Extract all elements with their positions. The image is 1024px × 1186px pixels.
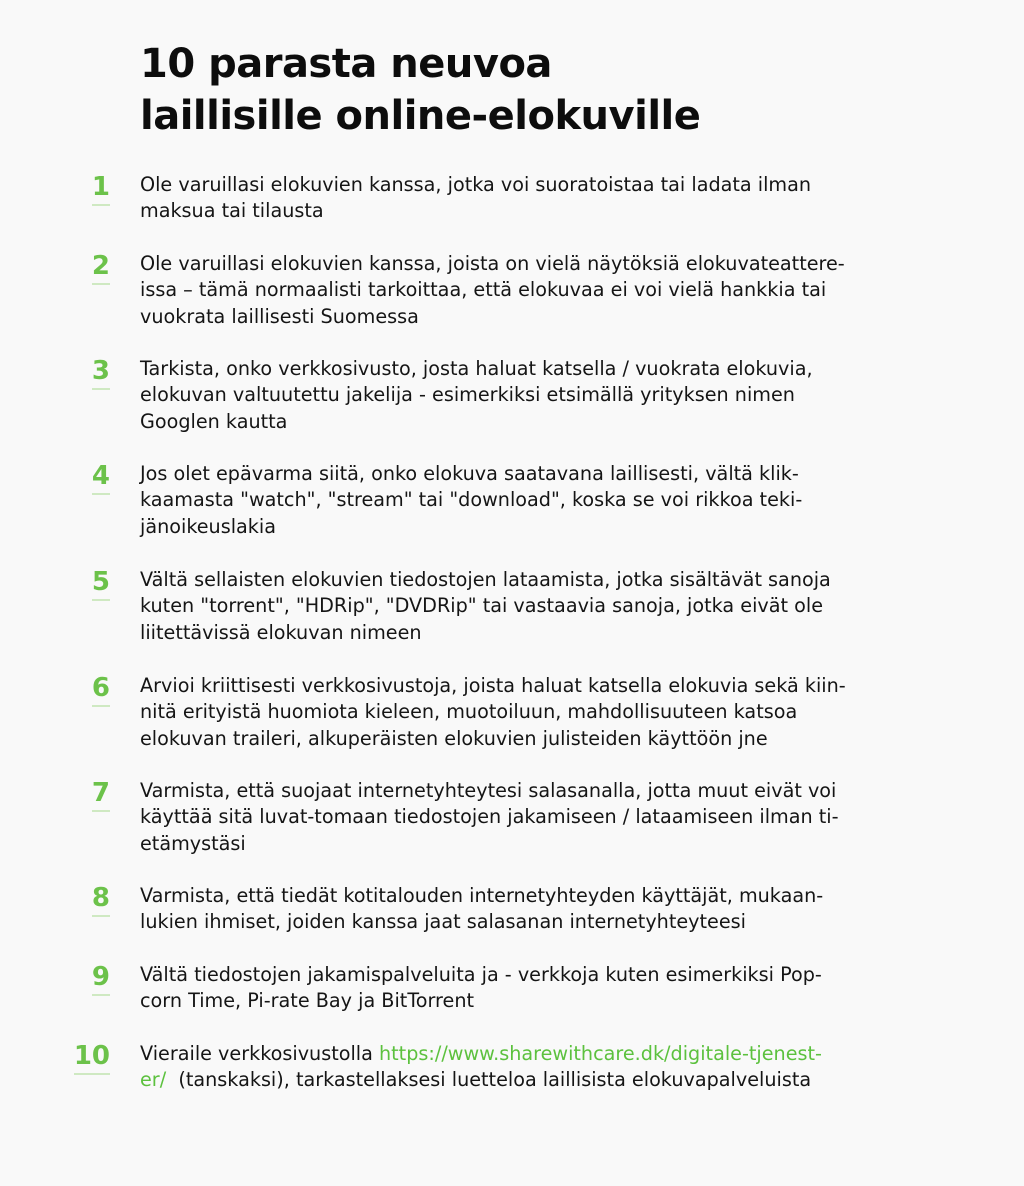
- tip-number: 2: [92, 249, 110, 285]
- tip-number: 4: [92, 459, 110, 495]
- tip-text-start: Vieraile verkkosivustolla: [140, 1042, 379, 1065]
- tip-number: 8: [92, 881, 110, 917]
- tip-text: Jos olet epävarma siitä, onko elokuva saatavana laillisesti, vältä klik- kaamasta "watch", "stream" tai "download", koska se voi rikkoa teki- jänoikeuslakia: [140, 462, 803, 538]
- tip-text: Ole varuillasi elokuvien kanssa, joista on vielä näytöksiä elokuvateattere- issa – tämä normaalisti tarkoittaa, että elokuvaa ei voi vielä hankkia tai vuokrata laillisesti Suomessa: [140, 252, 845, 328]
- tip-text: Varmista, että tiedät kotitalouden internetyhteyden käyttäjät, mukaan- lukien ihmiset, joiden kanssa jaat salasanan internetyhteyteesi: [140, 884, 824, 934]
- tip-text: Arvioi kriittisesti verkkosivustoja, joista haluat katsella elokuvia sekä kiin- nitä erityistä huomiota kieleen, muotoiluun, mahdollisuuteen katsoa elokuvan traileri, alkuperäisten elokuvien julisteiden käyttöön jne: [140, 674, 846, 750]
- tip-text: Varmista, että suojaat internetyhteytesi salasanalla, jotta muut eivät voi käyttää sitä luvat-tomaan tiedostojen jakamiseen / lataamiseen ilman ti- etämystäsi: [140, 779, 839, 855]
- tip-text: Tarkista, onko verkkosivusto, josta haluat katsella / vuokrata elokuvia, elokuvan valtuutettu jakelija - esimerkiksi etsimällä yrityksen nimen Googlen kautta: [140, 357, 813, 433]
- page-title: [140, 38, 700, 142]
- tip-number: 10: [74, 1039, 110, 1075]
- sharewithcare-link-continued[interactable]: er/: [140, 1068, 167, 1092]
- title-line-2: laillisille online-elokuville: [140, 93, 701, 139]
- tip-text: Vältä sellaisten elokuvien tiedostojen lataamista, jotka sisältävät sanoja kuten "torrent", "HDRip", "DVDRip" tai vastaavia sanoja, jotka eivät ole liitettävissä elokuvan nimeen: [140, 568, 831, 644]
- tip-number: 3: [92, 354, 110, 390]
- tip-text: Ole varuillasi elokuvien kanssa, jotka voi suoratoistaa tai ladata ilman maksua tai tilausta: [140, 173, 812, 223]
- title-line-1: 10 parasta neuvoa: [140, 41, 552, 87]
- sharewithcare-link[interactable]: https://www.sharewithcare.dk/digitale-tjenest-: [379, 1042, 822, 1065]
- tip-number: 6: [92, 671, 110, 707]
- tip-number: 7: [92, 776, 110, 812]
- tip-number: 9: [92, 960, 110, 996]
- tip-text-end: (tanskaksi), tarkastellaksesi luetteloa laillisista elokuvapalveluista: [166, 1068, 812, 1092]
- tip-number: 1: [92, 170, 110, 206]
- tip-text: Vältä tiedostojen jakamispalveluita ja - verkkoja kuten esimerkiksi Pop- corn Time, Pi-rate Bay ja BitTorrent: [140, 963, 822, 1013]
- tip-text: [140, 1041, 940, 1094]
- tip-number: 5: [92, 565, 110, 601]
